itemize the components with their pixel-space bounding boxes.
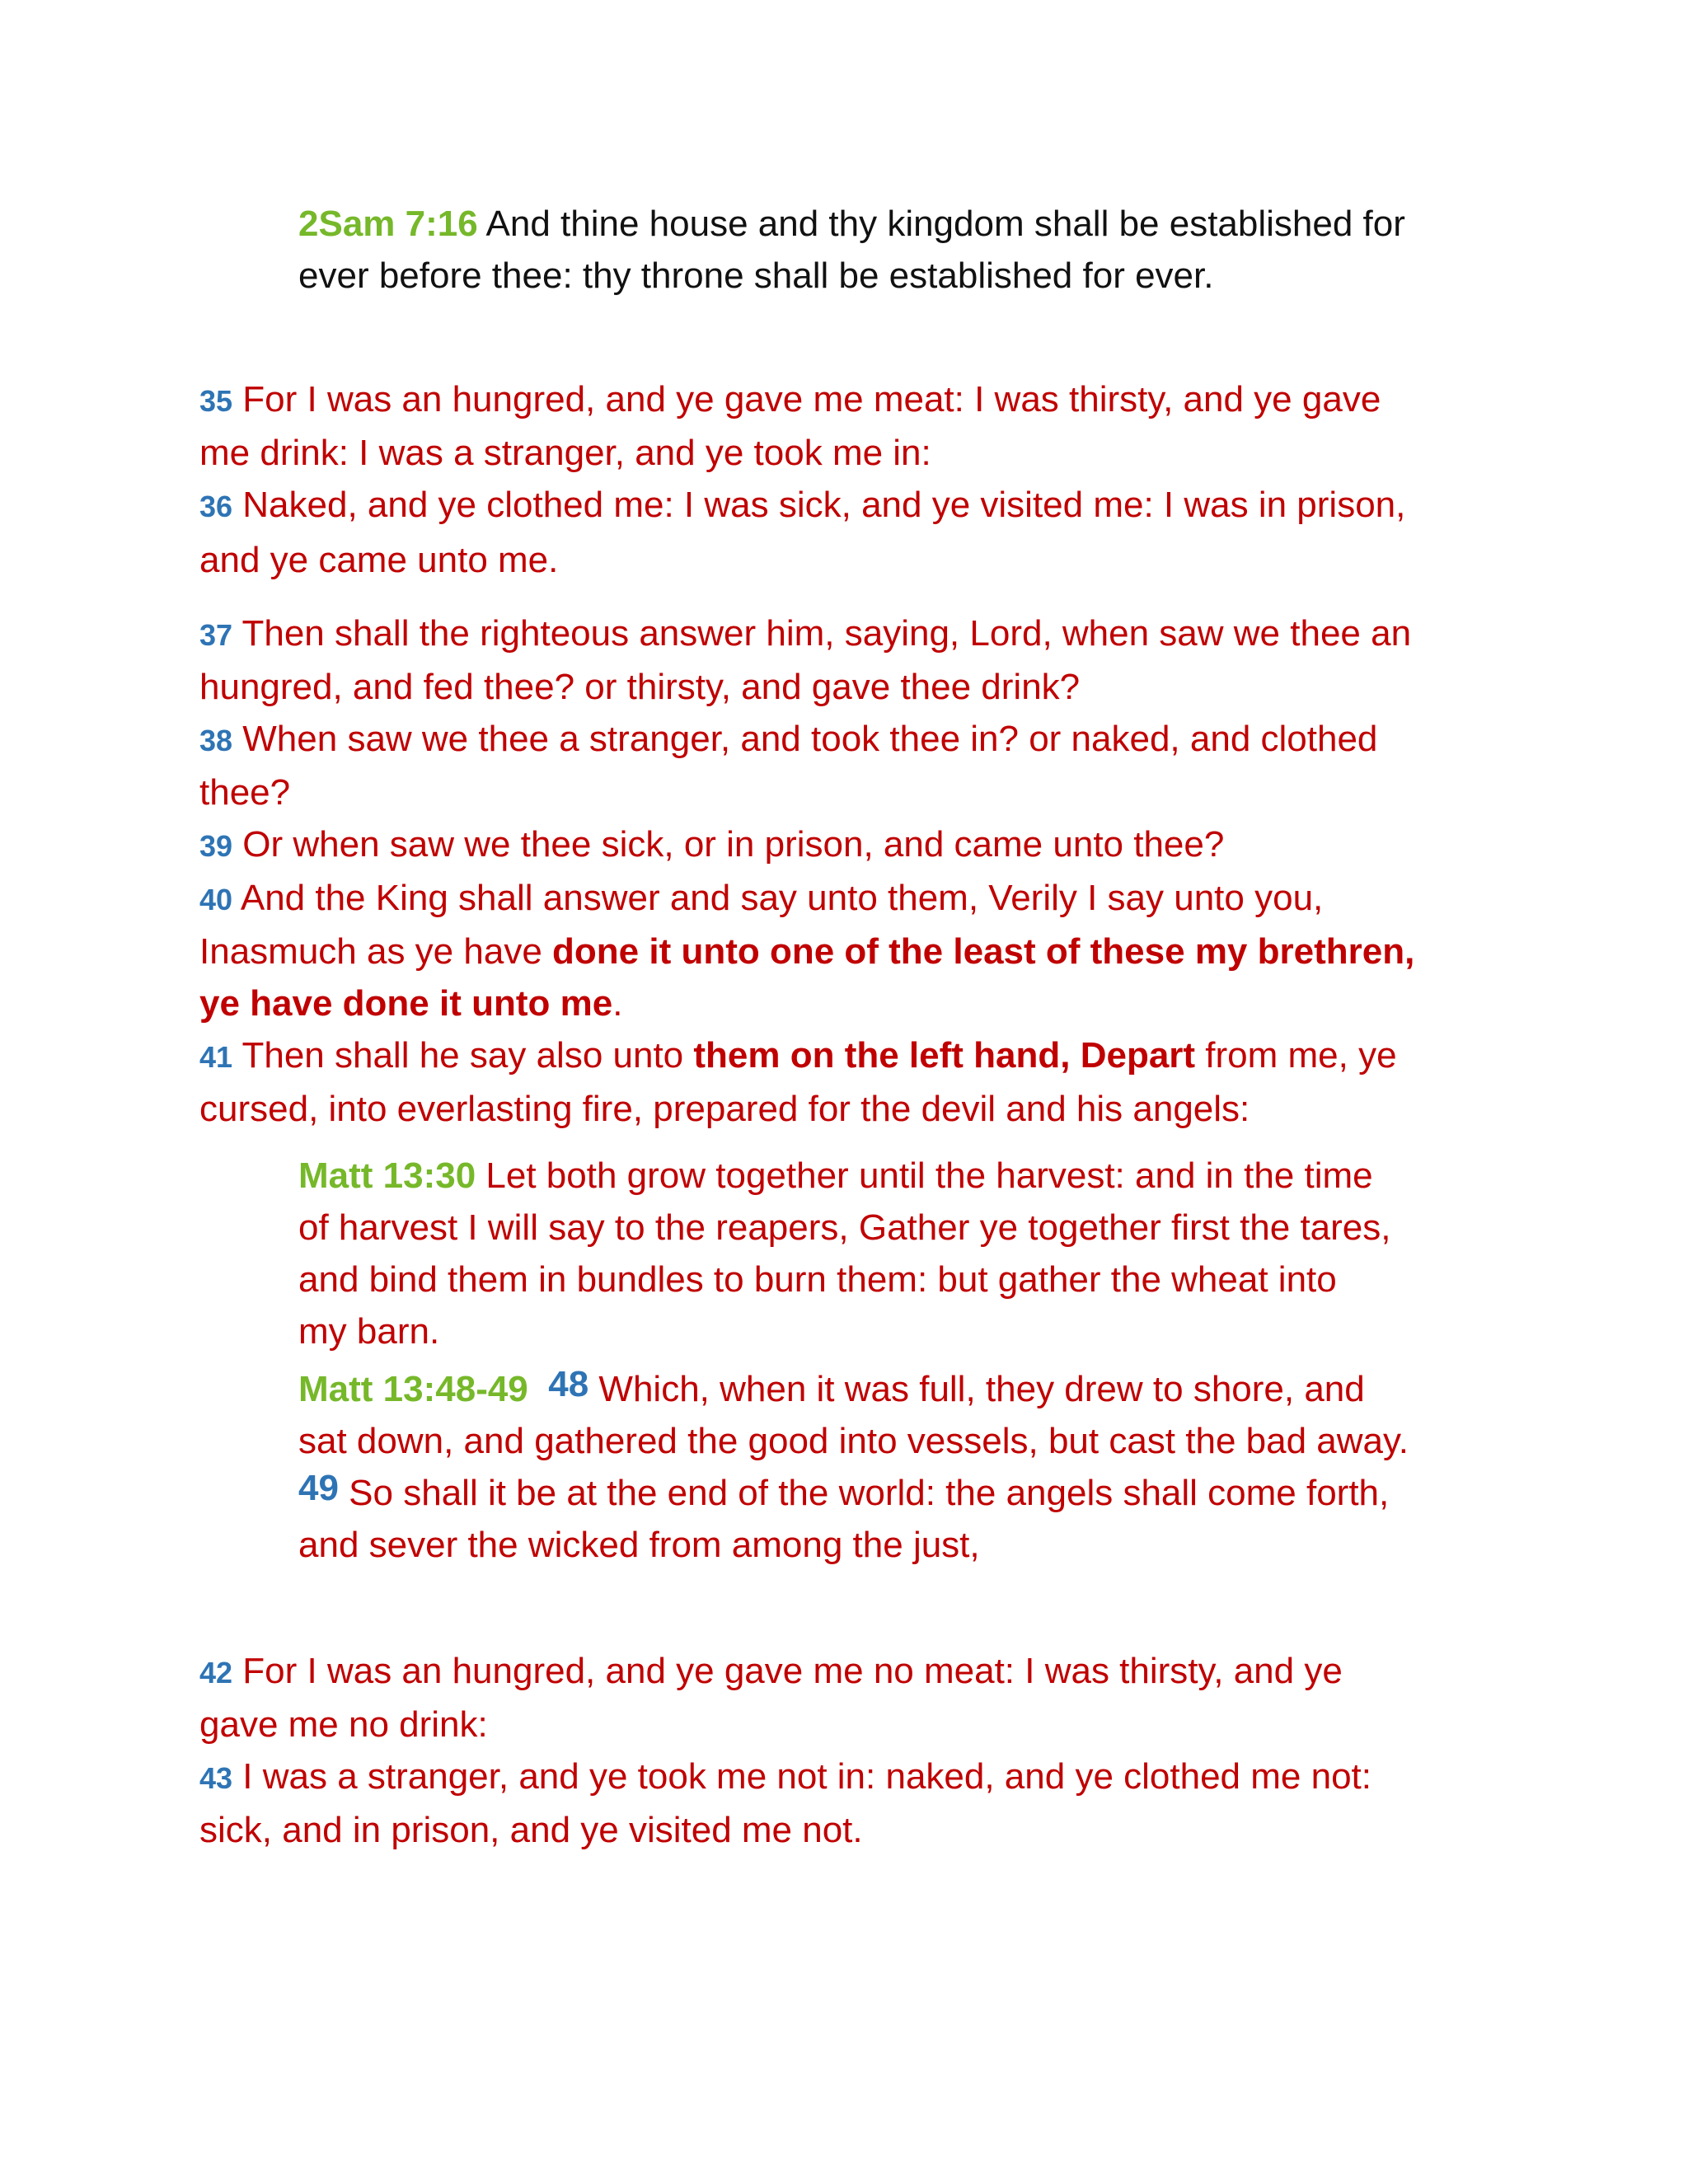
verse-number: 37 <box>199 618 233 652</box>
verse-41 <box>199 1029 1414 1083</box>
verses-37-41 <box>199 607 1414 1135</box>
verse-text: When saw we thee a stranger, and took thee in? or naked, and clothed <box>232 719 1378 759</box>
verse-40-line-3 <box>199 977 1414 1029</box>
cross-reference-line <box>298 1467 1409 1519</box>
emphasized-text: ye have done it unto me <box>199 983 613 1024</box>
verse-36 <box>199 479 1405 532</box>
verse-number: 41 <box>199 1040 233 1074</box>
reference-text: my barn. <box>298 1311 440 1352</box>
verse-text: cursed, into everlasting fire, prepared for the devil and his angels: <box>199 1089 1250 1129</box>
verse-text: from me, ye <box>1195 1035 1397 1076</box>
verse-text: Inasmuch as ye have <box>199 931 553 972</box>
verse-number: 42 <box>199 1656 233 1690</box>
emphasized-text: them on the left hand, Depart <box>693 1035 1196 1076</box>
reference-label: Matt 13:30 <box>298 1155 476 1196</box>
verse-number: 40 <box>199 883 233 916</box>
verse-number: 48 <box>548 1364 589 1404</box>
verse-number: 36 <box>199 490 233 523</box>
verse-40 <box>199 872 1414 926</box>
reference-text: Which, when it was full, they drew to shore, and <box>588 1369 1365 1409</box>
cross-reference-line <box>298 1150 1391 1202</box>
verse-text: hungred, and fed thee? or thirsty, and gave thee drink? <box>199 667 1081 707</box>
verse-text: gave me no drink: <box>199 1704 488 1745</box>
verse-text: and ye came unto me. <box>199 540 559 580</box>
verses-42-43 <box>199 1645 1372 1856</box>
verse-text: . <box>612 983 623 1024</box>
verse-text: I was a stranger, and ye took me not in: naked, and ye clothed me not: <box>232 1756 1372 1797</box>
verse-text: Then shall he say also unto <box>232 1035 694 1076</box>
reference-text: sat down, and gathered the good into vessels, but cast the bad away. <box>298 1421 1409 1461</box>
verse-text: For I was an hungred, and ye gave me no meat: I was thirsty, and ye <box>232 1651 1343 1691</box>
verse-43 <box>199 1750 1372 1804</box>
verse-39 <box>199 818 1414 872</box>
verse-37 <box>199 607 1414 661</box>
verse-40-line-2 <box>199 926 1414 977</box>
verse-text: Naked, and ye clothed me: I was sick, and ye visited me: I was in prison, <box>232 485 1406 525</box>
reference-text: And thine house and thy kingdom shall be established for <box>477 204 1405 244</box>
verse-35 <box>199 373 1405 427</box>
verse-text: For I was an hungred, and ye gave me meat: I was thirsty, and ye gave <box>232 379 1381 419</box>
verses-35-36 <box>199 373 1405 586</box>
reference-text: and sever the wicked from among the just, <box>298 1525 980 1565</box>
verse-42 <box>199 1645 1372 1699</box>
reference-text: So shall it be at the end of the world: the angels shall come forth, <box>338 1473 1390 1513</box>
verse-number: 43 <box>199 1761 233 1795</box>
cross-reference-matt-13-30 <box>298 1150 1391 1357</box>
reference-text: of harvest I will say to the reapers, Gather ye together first the tares, <box>298 1207 1391 1248</box>
verse-text: sick, and in prison, and ye visited me not. <box>199 1810 863 1850</box>
verse-number: 38 <box>199 724 233 757</box>
cross-reference-line <box>298 198 1405 250</box>
verse-number: 49 <box>298 1468 339 1508</box>
verse-text: And the King shall answer and say unto them, Verily I say unto you, <box>232 878 1324 918</box>
reference-text: and bind them in bundles to burn them: but gather the wheat into <box>298 1259 1337 1300</box>
emphasized-text: done it unto one of the least of these my brethren, <box>552 931 1415 972</box>
verse-38 <box>199 713 1414 766</box>
cross-reference-2sam-7-16 <box>298 198 1405 302</box>
cross-reference-line <box>298 1363 1409 1415</box>
reference-label: 2Sam 7:16 <box>298 204 478 244</box>
verse-text: thee? <box>199 772 291 813</box>
reference-text: ever before thee: thy throne shall be established for ever. <box>298 255 1214 296</box>
reference-label: Matt 13:48-49 <box>298 1369 528 1409</box>
verse-text: me drink: I was a stranger, and ye took me in: <box>199 433 931 473</box>
verse-number: 39 <box>199 829 233 863</box>
cross-reference-matt-13-48-49 <box>298 1363 1409 1571</box>
verse-text: Or when saw we thee sick, or in prison, and came unto thee? <box>232 824 1225 865</box>
verse-text: Then shall the righteous answer him, saying, Lord, when saw we thee an <box>232 613 1412 654</box>
reference-text: Let both grow together until the harvest: and in the time <box>476 1155 1373 1196</box>
verse-number: 35 <box>199 384 233 418</box>
